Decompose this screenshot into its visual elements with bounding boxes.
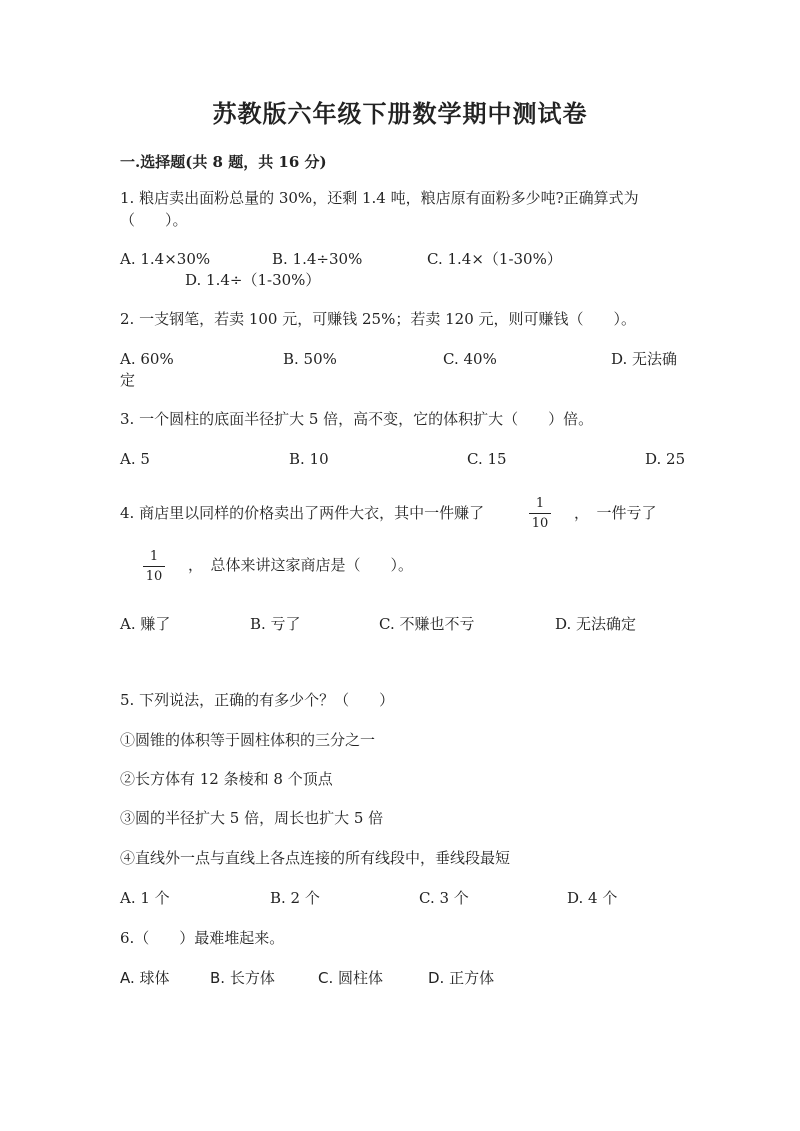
- question-stem: 6.（ ）最难堆起来。: [120, 929, 285, 947]
- option-b[interactable]: B. 10: [289, 450, 329, 468]
- option-c[interactable]: C. 圆柱体: [318, 969, 384, 987]
- option-c[interactable]: C. 3 个: [419, 889, 469, 907]
- question-stem-continued: ， 总体来讲这家商店是（ ）。: [188, 556, 414, 574]
- option-a[interactable]: A. 60%: [120, 350, 174, 368]
- fraction-denominator: 10: [145, 569, 163, 584]
- option-c[interactable]: C. 15: [467, 450, 507, 468]
- option-d-wrap: 定: [120, 371, 136, 389]
- option-a[interactable]: A. 1 个: [120, 889, 170, 907]
- option-b[interactable]: B. 2 个: [270, 889, 320, 907]
- fraction-bar: [529, 513, 551, 514]
- section-heading: 一.选择题(共 8 题，共 16 分): [120, 153, 327, 171]
- option-d[interactable]: D. 正方体: [428, 969, 495, 987]
- fraction: [529, 496, 551, 531]
- statement-1: ①圆锥的体积等于圆柱体积的三分之一: [120, 731, 376, 749]
- fraction-bar: [143, 566, 165, 567]
- option-d[interactable]: D. 1.4÷（1-30%）: [185, 271, 321, 289]
- option-b[interactable]: B. 亏了: [250, 615, 301, 633]
- option-d[interactable]: D. 25: [645, 450, 686, 468]
- question-stem: 5. 下列说法，正确的有多少个？（ ）: [120, 691, 395, 709]
- option-c[interactable]: C. 不赚也不亏: [379, 615, 475, 633]
- option-b[interactable]: B. 1.4÷30%: [272, 250, 363, 268]
- option-b[interactable]: B. 50%: [283, 350, 337, 368]
- fraction: [143, 549, 165, 584]
- option-a[interactable]: A. 1.4×30%: [120, 250, 211, 268]
- option-a[interactable]: A. 球体: [120, 969, 170, 987]
- option-d[interactable]: D. 4 个: [567, 889, 618, 907]
- option-c[interactable]: C. 40%: [443, 350, 497, 368]
- fraction-numerator: 1: [535, 496, 545, 511]
- fraction-numerator: 1: [149, 549, 159, 564]
- fraction-denominator: 10: [531, 516, 549, 531]
- question-stem: 3. 一个圆柱的底面半径扩大 5 倍，高不变，它的体积扩大（ ）倍。: [120, 410, 594, 428]
- question-stem-continued: ， 一件亏了: [574, 504, 657, 522]
- question-stem: 2. 一支钢笔，若卖 100 元，可赚钱 25%；若卖 120 元，则可赚钱（ ）。: [120, 310, 637, 328]
- question-stem: 1. 粮店卖出面粉总量的 30%，还剩 1.4 吨，粮店原有面粉多少吨?正确算式为: [120, 189, 639, 207]
- page-title: 苏教版六年级下册数学期中测试卷: [212, 99, 588, 128]
- option-a[interactable]: A. 赚了: [120, 615, 171, 633]
- statement-3: ③圆的半径扩大 5 倍，周长也扩大 5 倍: [120, 809, 384, 827]
- option-d[interactable]: D. 无法确: [611, 350, 678, 368]
- option-c[interactable]: C. 1.4×（1-30%）: [427, 250, 562, 268]
- option-a[interactable]: A. 5: [120, 450, 150, 468]
- option-b[interactable]: B. 长方体: [210, 969, 275, 987]
- statement-2: ②长方体有 12 条棱和 8 个顶点: [120, 770, 333, 788]
- question-stem: 4. 商店里以同样的价格卖出了两件大衣，其中一件赚了: [120, 504, 485, 522]
- question-stem-continued: （ ）。: [120, 211, 188, 229]
- option-d[interactable]: D. 无法确定: [555, 615, 637, 633]
- statement-4: ④直线外一点与直线上各点连接的所有线段中，垂线段最短: [120, 849, 511, 867]
